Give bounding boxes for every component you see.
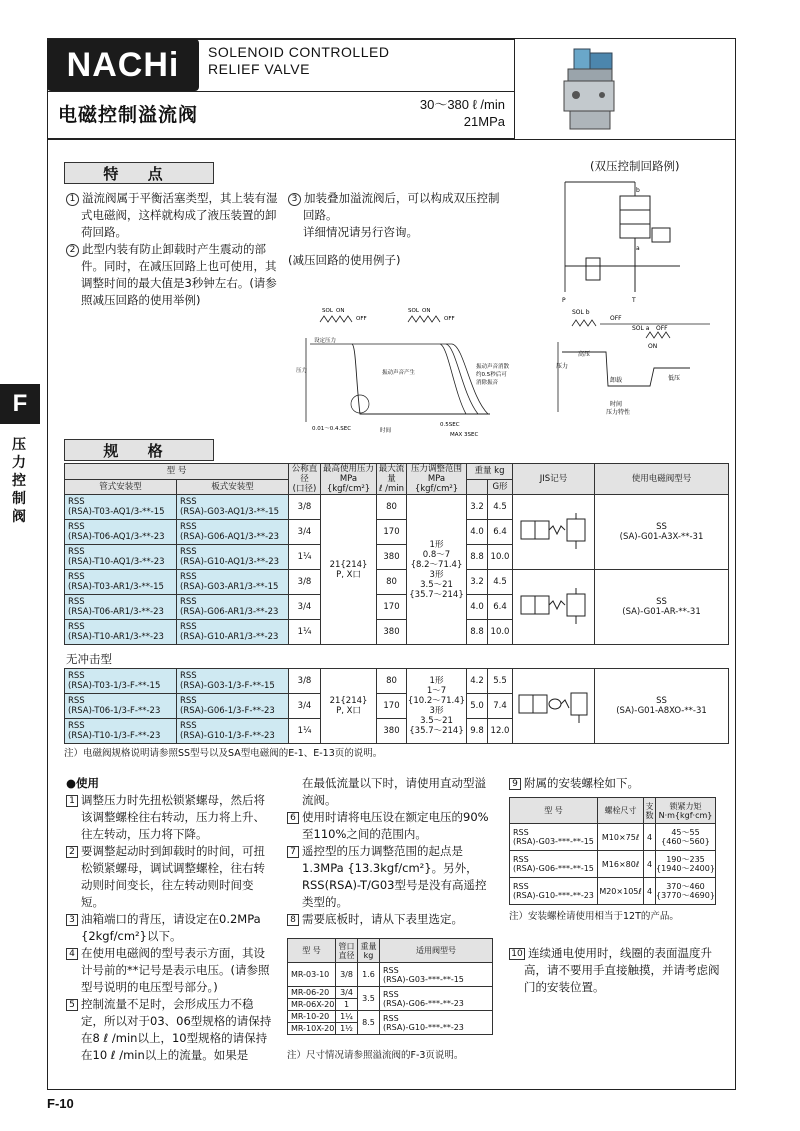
usage-item-5-cont: 在最低流量以下时，请使用直动型溢流阀。 — [302, 776, 486, 807]
table-row: RSS (RSA)-T10-AQ1/3-**-23 RSS (RSA)-G10-AQ1/3-**-23 1¼ 380 8.8 10.0 — [65, 545, 729, 570]
th-weight: 重量 kg — [467, 464, 513, 480]
usage-item-6: 6 使用时请将电压设在额定电压的90%至110%之间的范围内。 — [287, 809, 497, 843]
svg-text:0.01～0.4.SEC: 0.01～0.4.SEC — [312, 426, 352, 432]
section-tab: F — [0, 384, 40, 424]
decompression-diagram — [290, 302, 510, 442]
table-row: MR-03-10 3/8 1.6 RSS (RSA)-G03-***-**-15 — [288, 963, 493, 987]
usage-item-7: 7 遥控型的压力调整范围的起点是1.3MPa {13.3kgf/cm²}。另外，RSS(RSA)-T/G03型号是没有高遥控类型的。 — [287, 843, 497, 911]
adj-range-cell: 1形 0.8～7 {8.2～71.4} 3形 3.5～21 {35.7～214} — [407, 495, 467, 645]
table-row: RSS (RSA)-T10-1/3-F-**-23 RSS (RSA)-G10-1/3-F-**-23 1¼ 380 9.8 12.0 — [65, 719, 729, 744]
table-row: RSS (RSA)-G03-***-**-15 M10×75ℓ 4 45～55 {460～560} — [510, 824, 716, 851]
th-max-pressure: 最高使用压力 MPa {kgf/cm²} — [321, 464, 377, 495]
table-row: RSS (RSA)-T03-AR1/3-**-15 RSS (RSA)-G03-AR1/3-**-15 3/8 80 3.2 4.5 SS (SA)-G01-AR-**-31 — [65, 570, 729, 595]
nt-sol-model: SS (SA)-G01-A8XO-**-31 — [595, 669, 729, 744]
svg-text:OFF: OFF — [444, 316, 455, 322]
svg-text:ON: ON — [336, 308, 345, 314]
base-plate-table — [287, 938, 493, 1035]
th-sol-model: 使用电磁阀型号 — [595, 464, 729, 495]
svg-text:0.5SEC: 0.5SEC — [440, 422, 460, 428]
sol-model-2: SS (SA)-G01-AR-**-31 — [595, 570, 729, 645]
usage-item-5: 5 控制流量不足时，会形成压力不稳定，所以对于03、06型规格的请保持在8 ℓ /min以上，10型规格的请保持在10 ℓ /min以上的流量。如果是 — [66, 996, 276, 1064]
svg-text:SOL: SOL — [322, 308, 333, 314]
svg-text:OFF: OFF — [356, 316, 367, 322]
usage-left-column — [66, 775, 276, 1064]
usage-item-2: 2 要调整起动时到卸载时的时间，可扭松锁紧螺母，调试调整螺栓，往右转动则时间变长，往左转动则时间变短。 — [66, 843, 276, 911]
header-spec: 30～380 ℓ /min 21MPa — [419, 97, 505, 129]
table-row: RSS (RSA)-G10-***-**-23 M20×105ℓ 4 370～460 {3770～4690} — [510, 878, 716, 905]
features-heading: 特 点 — [64, 162, 214, 184]
th-adj-range: 压力调整范围 MPa {kgf/cm²} — [407, 464, 467, 495]
title-divider — [47, 91, 515, 92]
base-table-note: 注）尺寸情况请参照溢流阀的F-3页说明。 — [287, 1050, 464, 1061]
svg-text:振动声音消散: 振动声音消散 — [476, 364, 510, 370]
th-weight-t — [467, 479, 488, 495]
usage-item-4: 4 在使用电磁阀的型号表示方面，其设计号前的**记号是表示电压。(请参照型号说明的电压型号部分。) — [66, 945, 276, 996]
svg-text:SOL b: SOL b — [572, 309, 590, 316]
no-shock-table — [64, 668, 729, 744]
svg-text:高压: 高压 — [578, 351, 591, 358]
svg-text:T: T — [632, 297, 636, 304]
nt-max-pressure-cell: 21{214} P, X口 — [321, 669, 377, 744]
chinese-title: 电磁控制溢流阀 — [58, 104, 199, 126]
section-label: 压力控制阀 — [12, 437, 26, 525]
table-row: MR-06-20 3/4 3.5 RSS (RSA)-G06-***-**-23 — [288, 987, 493, 999]
table-row: RSS (RSA)-T06-1/3-F-**-23 RSS (RSA)-G06-1/3-F-**-23 3/4 170 5.0 7.4 — [65, 694, 729, 719]
nachi-logo: NACHi — [47, 39, 199, 91]
th-base-valve: 适用阀型号 — [380, 939, 493, 963]
svg-text:SOL a: SOL a — [632, 325, 650, 332]
svg-text:约0.5秒后可: 约0.5秒后可 — [476, 372, 507, 378]
svg-text:时间: 时间 — [610, 401, 623, 408]
jis-symbol-2 — [513, 570, 595, 645]
table-row: MR-10X-20 1½ — [288, 1023, 493, 1035]
frame-left-line — [47, 139, 48, 1089]
svg-text:压力: 压力 — [296, 368, 308, 374]
table-row: RSS (RSA)-T03-1/3-F-**-15 RSS (RSA)-G03-1/3-F-**-15 3/8 21{214} P, X口 80 1形 1～7 {10.2～71.4} 3形 3.5～21 {35.7～214} 4.2 5.5 SS (SA)-G01-A8XO-**-31 — [65, 669, 729, 694]
svg-text:卸载: 卸载 — [610, 377, 623, 384]
th-model: 型 号 — [65, 464, 289, 480]
usage-item-8: 8 需要底板时，请从下表里选定。 — [287, 911, 497, 928]
jis-symbol-3 — [513, 669, 595, 744]
th-base-size: 管口 直径 — [336, 939, 358, 963]
svg-text:OFF: OFF — [610, 315, 622, 322]
table-row: MR-06X-20 1 — [288, 999, 493, 1011]
dual-pressure-diagram — [550, 172, 725, 422]
feature-item-2: 2 此型内装有防止卸载时产生震动的部件。同时，在减压回路上也可使用，其调整时间的最大值是3秒钟左右。(请参照减压回路的使用举例) — [66, 241, 278, 309]
nt-adj-range-cell: 1形 1～7 {10.2～71.4} 3形 3.5～21 {35.7～214} — [407, 669, 467, 744]
table-row: RSS (RSA)-T10-AR1/3-**-23 RSS (RSA)-G10-AR1/3-**-23 1¼ 380 8.8 10.0 — [65, 620, 729, 645]
svg-text:时间: 时间 — [380, 428, 392, 434]
spec-heading: 规 格 — [64, 439, 214, 461]
table-row: RSS (RSA)-G06-***-**-15 M16×80ℓ 4 190～235 {1940～2400} — [510, 851, 716, 878]
svg-text:消除振音: 消除振音 — [476, 380, 499, 386]
usage-mid-column — [287, 775, 497, 928]
usage-title: ●使用 — [66, 776, 100, 790]
valve-product-image — [560, 45, 620, 133]
svg-text:SOL: SOL — [408, 308, 419, 314]
th-bolt-size: 螺栓尺寸 — [598, 798, 644, 824]
usage-item-3: 3 油箱端口的背压，请设定在0.2MPa {2kgf/cm²}以下。 — [66, 911, 276, 945]
th-bolt-torque: 锁紧力矩 N·m{kgf·cm} — [656, 798, 716, 824]
header-line — [47, 139, 735, 140]
th-base-model: 型 号 — [288, 939, 336, 963]
page-number: F-10 — [47, 1096, 74, 1111]
svg-text:b: b — [636, 187, 640, 194]
table-row: MR-10-20 1¼ 8.5 RSS (RSA)-G10-***-**-23 — [288, 1011, 493, 1023]
usage-item-10: 10 连续通电使用时，线圈的表面温度升高，请不要用手直接触摸，并请考虑阀门的安装位置。 — [509, 945, 724, 996]
no-shock-title: 无冲击型 — [66, 652, 112, 666]
svg-text:压力: 压力 — [556, 363, 569, 370]
svg-text:ON: ON — [648, 343, 658, 350]
spec-table — [64, 463, 729, 645]
frame-bottom-line — [47, 1089, 735, 1090]
svg-text:设定压力: 设定压力 — [314, 338, 337, 344]
svg-text:a: a — [636, 245, 640, 252]
bolt-table — [509, 797, 716, 905]
table-row: RSS (RSA)-T06-AR1/3-**-23 RSS (RSA)-G06-AR1/3-**-23 3/4 170 4.0 6.4 — [65, 595, 729, 620]
table-row: RSS (RSA)-T03-AQ1/3-**-15 RSS (RSA)-G03-AQ1/3-**-15 3/8 21{214} P, X口 80 1形 0.8～7 {8.2～71.4} 3形 3.5～21 {35.7～214} 3.2 4.5 SS (SA)-G01-A3X-**-31 — [65, 495, 729, 520]
features-left-column — [66, 190, 278, 309]
sol-model-1: SS (SA)-G01-A3X-**-31 — [595, 495, 729, 570]
th-max-flow: 最大流量 ℓ /min — [377, 464, 407, 495]
english-title: SOLENOID CONTROLLED RELIEF VALVE — [208, 44, 390, 77]
th-plate: 板式安装型 — [177, 479, 289, 495]
feature-item-1: 1 溢流阀属于平衡活塞类型，其上装有湿式电磁阀，这样就构成了液压装置的卸荷回路。 — [66, 190, 278, 241]
svg-text:ON: ON — [422, 308, 431, 314]
decompression-caption: (减压回路的使用例子) — [288, 253, 401, 267]
svg-text:MAX 3SEC: MAX 3SEC — [450, 432, 479, 438]
feature-item-3-note: 详细情况请另行咨询。 — [303, 225, 418, 239]
th-pipe: 管式安装型 — [65, 479, 177, 495]
bolt-table-note: 注）安装螺栓请使用相当于12T的产品。 — [509, 911, 679, 922]
feature-item-3: 3 加装叠加溢流阀后，可以构成双压控制回路。 — [288, 190, 503, 224]
th-size: 公称直径 (口径) — [289, 464, 321, 495]
th-weight-g: G形 — [488, 479, 513, 495]
th-bolt-count: 支 数 — [644, 798, 656, 824]
th-bolt-model: 型 号 — [510, 798, 598, 824]
svg-text:OFF: OFF — [656, 325, 668, 332]
spec-note: 注）电磁阀规格说明请参照SS型号以及SA型电磁阀的E-1、E-13页的说明。 — [64, 748, 383, 759]
jis-symbol-1 — [513, 495, 595, 570]
svg-text:低压: 低压 — [668, 375, 681, 382]
dual-pressure-caption: (双压控制回路例) — [590, 159, 680, 173]
max-pressure-cell: 21{214} P, X口 — [321, 495, 377, 645]
features-mid-column — [288, 190, 503, 269]
svg-text:压力特性: 压力特性 — [606, 409, 631, 416]
svg-text:P: P — [562, 297, 566, 304]
svg-text:振动声音产生: 振动声音产生 — [382, 370, 416, 376]
frame-right-line — [735, 38, 736, 1090]
table-row: RSS (RSA)-T06-AQ1/3-**-23 RSS (RSA)-G06-AQ1/3-**-23 3/4 170 4.0 6.4 — [65, 520, 729, 545]
usage-item-9: 9 附属的安装螺栓如下。 — [509, 775, 724, 792]
usage-item-1: 1 调整压力时先扭松锁紧螺母，然后将该调整螺栓往右转动，压力将上升、往左转动，压力将下降。 — [66, 792, 276, 843]
th-base-weight: 重量 kg — [358, 939, 380, 963]
th-jis: JIS记号 — [513, 464, 595, 495]
